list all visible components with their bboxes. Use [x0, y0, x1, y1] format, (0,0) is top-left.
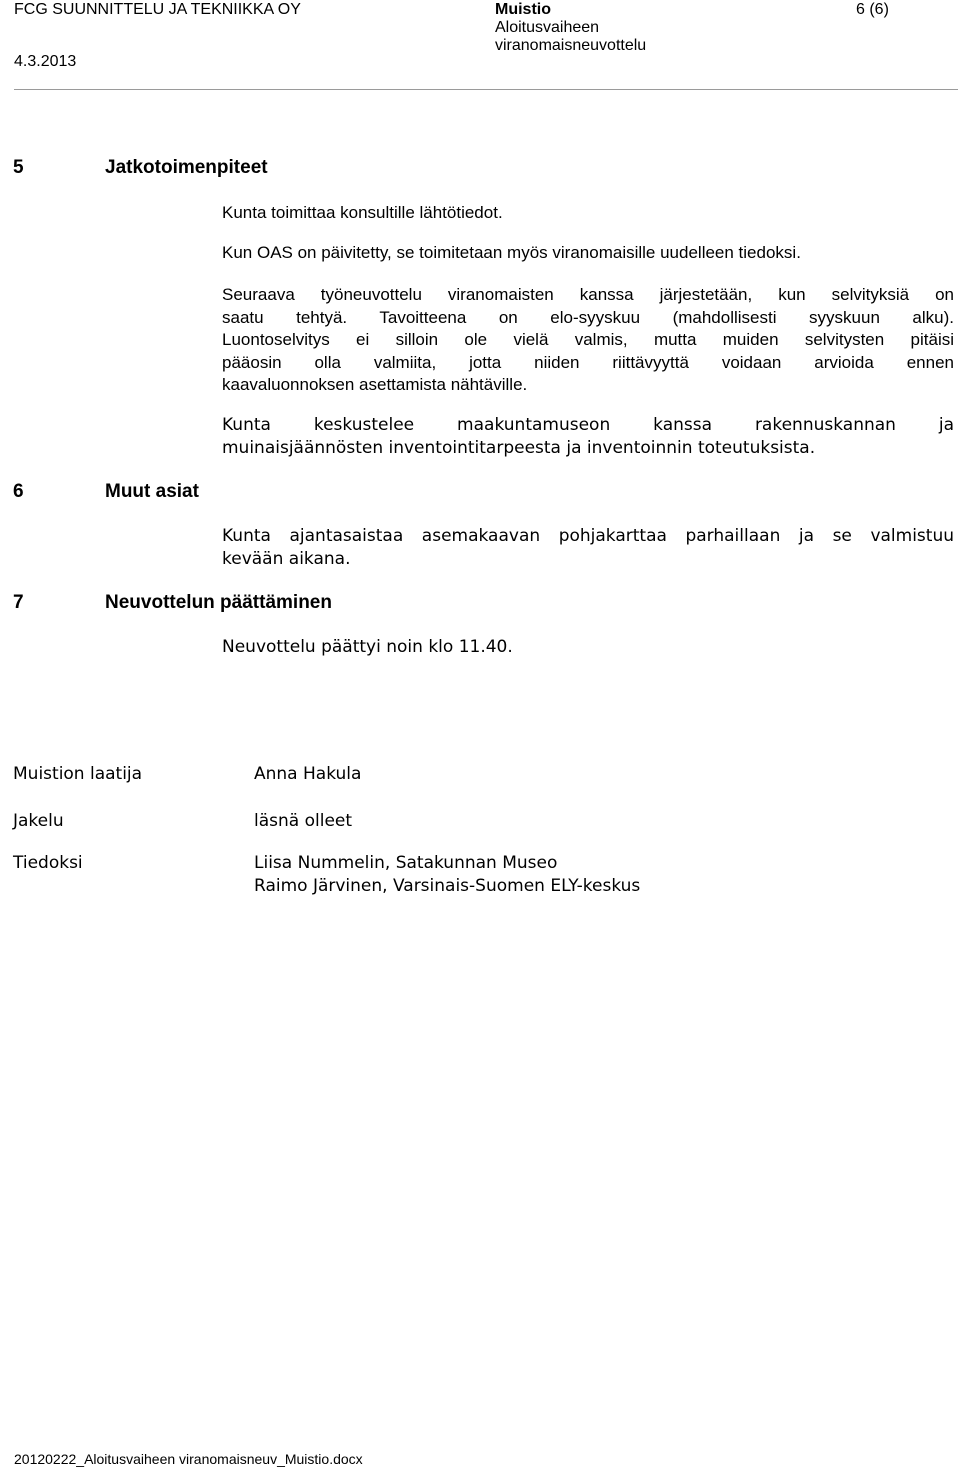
paragraph-line: Neuvottelu päättyi noin klo 11.40.: [222, 637, 513, 657]
section-heading-7: [13, 591, 413, 615]
company-name: FCG SUUNNITTELU JA TEKNIIKKA OY: [14, 1, 301, 18]
section-heading-5: [13, 156, 413, 180]
paragraph-line: muinaisjäännösten inventointitarpeesta ja inventoinnin toteutuksista.: [222, 437, 816, 458]
paragraph-line: Kunta ajantasaistaa asemakaavan pohjakarttaa parhaillaan ja se valmistuu: [222, 526, 954, 546]
paragraph-oas: [222, 242, 954, 265]
section-title: Jatkotoimenpiteet: [105, 157, 268, 178]
paragraph-line: kevään aikana.: [222, 548, 351, 569]
header-divider: [14, 89, 958, 90]
paragraph-line: Seuraava työneuvottelu viranomaisten kanssa järjestetään, kun selvityksiä on: [222, 285, 954, 304]
paragraph-line: Kunta keskustelee maakuntamuseon kanssa rakennuskannan ja: [222, 415, 954, 435]
footer-filename: 20120222_Aloitusvaiheen viranomaisneuv_Muistio.docx: [14, 1451, 363, 1467]
paragraph-line: saatu tehtyä. Tavoitteena on elo-syyskuu (mahdollisesti syyskuun alku).: [222, 307, 954, 327]
distribution-label-tiedoksi: Tiedoksi: [13, 853, 83, 873]
paragraph-paattyminen: [222, 636, 954, 659]
distribution-value-tiedoksi: Liisa Nummelin, Satakunnan Museo: [254, 853, 558, 873]
distribution-label-laatija: Muistion laatija: [13, 764, 143, 784]
paragraph-line: kaavaluonnoksen asettamista nähtäville.: [222, 375, 528, 394]
section-number: 5: [13, 157, 24, 178]
document-subtitle-line-1: Aloitusvaiheen: [495, 19, 600, 36]
distribution-value-tiedoksi: Raimo Järvinen, Varsinais-Suomen ELY-keskus: [254, 876, 641, 896]
document-date: 4.3.2013: [14, 53, 77, 70]
section-number: 6: [13, 481, 24, 502]
paragraph-maakuntamuseo: [222, 414, 954, 459]
page-number: 6 (6): [856, 1, 889, 18]
distribution-value-jakelu: läsnä olleet: [254, 811, 353, 831]
section-title: Muut asiat: [105, 481, 199, 502]
section-title: Neuvottelun päättäminen: [105, 592, 332, 613]
paragraph-line: Kunta toimittaa konsultille lähtötiedot.: [222, 203, 503, 222]
distribution-value-laatija: Anna Hakula: [254, 764, 362, 784]
document-title: Muistio: [495, 1, 551, 18]
paragraph-line: pääosin olla valmiita, jotta niiden riittävyyttä voidaan arvioida ennen: [222, 352, 954, 372]
paragraph-lahtotiedot: [222, 202, 954, 225]
section-heading-6: [13, 480, 413, 504]
paragraph-pohjakartta: [222, 525, 954, 570]
paragraph-line: Luontoselvitys ei silloin ole vielä valmis, mutta muiden selvitysten pitäisi: [222, 330, 954, 349]
document-subtitle-line-2: viranomaisneuvottelu: [495, 37, 647, 54]
section-number: 7: [13, 592, 24, 613]
paragraph-line: Kun OAS on päivitetty, se toimitetaan myös viranomaisille uudelleen tiedoksi.: [222, 243, 801, 262]
paragraph-tyoneuvottelu: [222, 284, 954, 397]
distribution-label-jakelu: Jakelu: [13, 811, 64, 831]
